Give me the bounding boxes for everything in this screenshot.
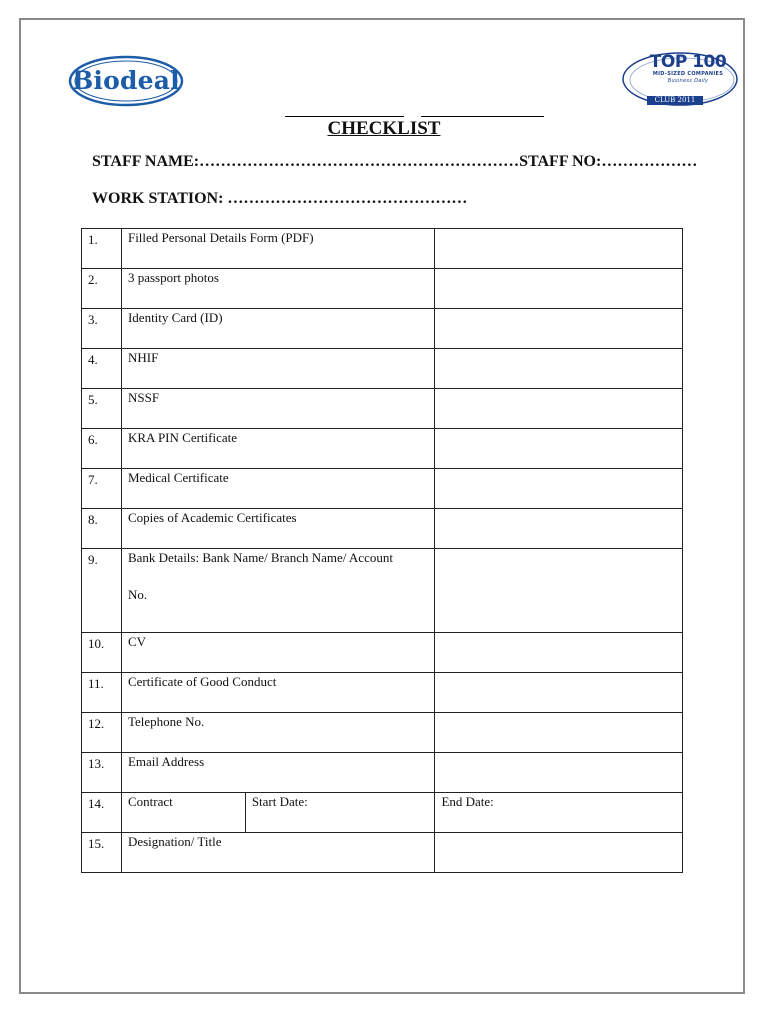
item-label: Identity Card (ID) — [121, 309, 434, 349]
item-check-cell[interactable] — [435, 713, 683, 753]
checklist-table — [81, 228, 683, 873]
item-number: 13. — [82, 753, 122, 793]
table-row — [82, 833, 683, 873]
item-number: 7. — [82, 469, 122, 509]
item-number: 12. — [82, 713, 122, 753]
item-label-line1: Bank Details: Bank Name/ Branch Name/ Account — [127, 550, 393, 565]
badge-small-text: Business Daily — [667, 78, 709, 84]
item-number: 8. — [82, 509, 122, 549]
staff-name-field[interactable]: STAFF NAME:……………………………………………………STAFF NO:……………… — [92, 153, 698, 170]
item-check-cell[interactable] — [435, 229, 683, 269]
item-check-cell[interactable] — [435, 833, 683, 873]
item-label — [121, 549, 434, 633]
item-number: 4. — [82, 349, 122, 389]
item-number: 1. — [82, 229, 122, 269]
page-title: CHECKLIST — [327, 118, 441, 139]
item-label-line2: No. — [127, 587, 148, 602]
item-check-cell[interactable] — [435, 389, 683, 429]
item-label: NSSF — [121, 389, 434, 429]
item-label: Filled Personal Details Form (PDF) — [121, 229, 434, 269]
table-row — [82, 713, 683, 753]
table-row — [82, 753, 683, 793]
table-row — [82, 549, 683, 633]
item-label: NHIF — [121, 349, 434, 389]
start-date-field[interactable]: Start Date: — [245, 793, 435, 833]
item-label: 3 passport photos — [121, 269, 434, 309]
item-number: 3. — [82, 309, 122, 349]
table-row — [82, 633, 683, 673]
table-row — [82, 509, 683, 549]
item-label: Medical Certificate — [121, 469, 434, 509]
biodeal-logo — [68, 55, 184, 107]
blank-rule-left — [285, 116, 404, 117]
item-number: 11. — [82, 673, 122, 713]
item-label: CV — [121, 633, 434, 673]
item-check-cell[interactable] — [435, 549, 683, 633]
end-date-field[interactable]: End Date: — [435, 793, 683, 833]
item-number: 2. — [82, 269, 122, 309]
item-number: 5. — [82, 389, 122, 429]
item-number: 14. — [82, 793, 122, 833]
item-check-cell[interactable] — [435, 469, 683, 509]
table-row — [82, 673, 683, 713]
item-check-cell[interactable] — [435, 269, 683, 309]
table-row — [82, 429, 683, 469]
item-check-cell[interactable] — [435, 509, 683, 549]
blank-rule-right — [421, 116, 544, 117]
item-check-cell[interactable] — [435, 429, 683, 469]
item-label: Copies of Academic Certificates — [121, 509, 434, 549]
item-label: Email Address — [121, 753, 434, 793]
table-row — [82, 349, 683, 389]
badge-subtitle: MID-SIZED COMPANIES — [652, 71, 724, 77]
table-row — [82, 269, 683, 309]
table-row — [82, 229, 683, 269]
item-number: 10. — [82, 633, 122, 673]
badge-title: TOP 100 — [649, 52, 727, 72]
table-row — [82, 389, 683, 429]
item-check-cell[interactable] — [435, 349, 683, 389]
item-check-cell[interactable] — [435, 309, 683, 349]
top100-badge — [620, 50, 740, 108]
table-row — [82, 309, 683, 349]
logo-text: Biodeal — [72, 66, 180, 95]
table-row — [82, 469, 683, 509]
item-label: Designation/ Title — [121, 833, 434, 873]
badge-club: CLUB 2011 — [647, 96, 703, 105]
item-label: KRA PIN Certificate — [121, 429, 434, 469]
item-label: Contract — [121, 793, 245, 833]
table-row — [82, 793, 683, 833]
work-station-field[interactable]: WORK STATION: ……………………………………… — [92, 190, 468, 207]
item-number: 15. — [82, 833, 122, 873]
item-number: 9. — [82, 549, 122, 633]
item-check-cell[interactable] — [435, 753, 683, 793]
item-label: Telephone No. — [121, 713, 434, 753]
item-check-cell[interactable] — [435, 633, 683, 673]
item-check-cell[interactable] — [435, 673, 683, 713]
item-number: 6. — [82, 429, 122, 469]
item-label: Certificate of Good Conduct — [121, 673, 434, 713]
